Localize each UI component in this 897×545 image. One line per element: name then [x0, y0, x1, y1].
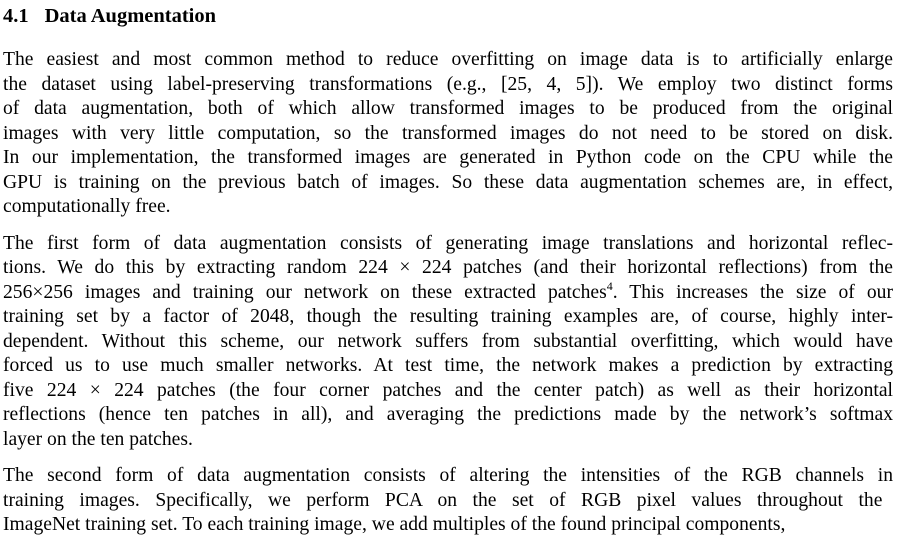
paragraph-rgb-intensities [3, 464, 893, 538]
text-segment: . This increases the size of our [612, 281, 893, 303]
text-line: training images. Specifically, we perform PCA on the set of RGB pixel values throughout the [3, 489, 883, 511]
text-line: computationally free. [3, 196, 171, 217]
text-segment: 256×256 images and training our network on these extracted patches [3, 281, 607, 303]
paragraph-data-augmentation-intro [3, 48, 893, 220]
text-line: tions. We do this by extracting random 224 × 224 patches (and their horizontal reflections) from the [3, 257, 893, 278]
text-line: layer on the ten patches. [3, 428, 193, 450]
text-line: the dataset using label-preserving transformations (e.g., [25, 4, 5]). We employ two distinct forms [3, 73, 893, 95]
text-line: In our implementation, the transformed images are generated in Python code on the CPU while the [3, 147, 893, 168]
text-line: of data augmentation, both of which allow transformed images to be produced from the original [3, 98, 893, 119]
text-line: ImageNet training set. To each training image, we add multiples of the found principal components, [3, 514, 786, 535]
text-line: The first form of data augmentation consists of generating image translations and horizontal reflec- [3, 232, 893, 254]
section-heading [3, 0, 893, 29]
footnote-marker: 4 [606, 278, 613, 293]
paragraph-translations-reflections [3, 232, 893, 453]
text-line: reflections (hence ten patches in all), and averaging the predictions made by the network’s softmax [3, 404, 893, 425]
text-line-with-footnote [3, 278, 893, 306]
text-line: forced us to use much smaller networks. At test time, the network makes a prediction by extracting [3, 355, 893, 376]
text-line: five 224 × 224 patches (the four corner patches and the center patch) as well as their horizontal [3, 379, 893, 401]
text-line: The easiest and most common method to reduce overfitting on image data is to artificially enlarge [3, 49, 893, 70]
section-title: Data Augmentation [44, 5, 217, 27]
text-line: images with very little computation, so the transformed images do not need to be stored on disk. [3, 122, 893, 144]
text-line: dependent. Without this scheme, our network suffers from substantial overfitting, which would have [3, 330, 893, 352]
section-number: 4.1 [3, 5, 29, 27]
text-line: GPU is training on the previous batch of images. So these data augmentation schemes are, in effect, [3, 171, 893, 193]
text-line: The second form of data augmentation consists of altering the intensities of the RGB channels in [3, 465, 893, 486]
text-line: training set by a factor of 2048, though the resulting training examples are, of course, highly inter- [3, 306, 893, 327]
paper-page [3, 0, 893, 538]
